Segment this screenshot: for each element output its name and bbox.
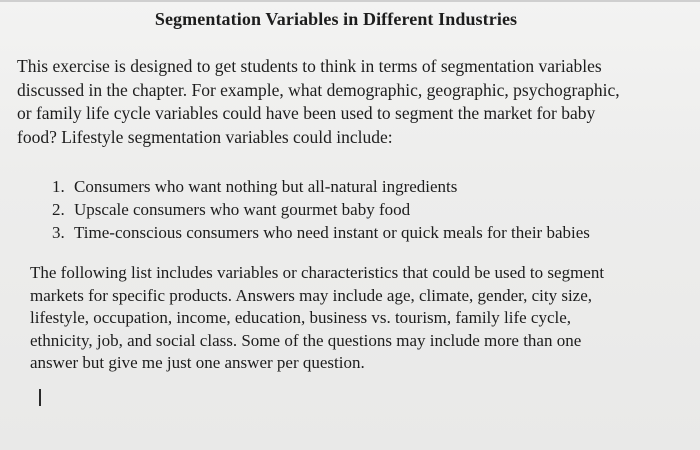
list-item-number: 1. — [52, 177, 65, 196]
list-item-text: Upscale consumers who want gourmet baby food — [74, 200, 411, 219]
instructions-line: markets for specific products. Answers may include age, climate, gender, city size, — [30, 285, 593, 305]
text-cursor[interactable] — [39, 389, 41, 406]
instructions-line: ethnicity, job, and social class. Some of the questions may include more than one — [30, 330, 582, 350]
intro-paragraph — [17, 55, 657, 149]
list-item-number: 2. — [52, 200, 65, 219]
instructions-paragraph — [30, 262, 670, 375]
list-item-text: Consumers who want nothing but all-natural ingredients — [74, 177, 458, 196]
intro-line: or family life cycle variables could have been used to segment the market for baby — [17, 103, 596, 123]
list-item-number: 3. — [52, 223, 65, 242]
instructions-line: lifestyle, occupation, income, education, business vs. tourism, family life cycle, — [30, 308, 572, 327]
list-item — [52, 198, 590, 221]
list-item — [52, 221, 590, 244]
instructions-line: The following list includes variables or characteristics that could be used to segment — [30, 263, 605, 282]
instructions-line: answer but give me just one answer per question. — [30, 353, 365, 372]
list-item-text: Time-conscious consumers who need instant or quick meals for their babies — [74, 223, 590, 242]
top-divider — [0, 0, 700, 2]
list-item — [52, 175, 590, 198]
document-title: Segmentation Variables in Different Industries — [154, 9, 518, 29]
intro-line: discussed in the chapter. For example, what demographic, geographic, psychographic, — [17, 79, 620, 100]
intro-line: food? Lifestyle segmentation variables could include: — [17, 126, 393, 147]
segmentation-list — [52, 175, 590, 244]
intro-line: This exercise is designed to get students to think in terms of segmentation variables — [17, 56, 602, 76]
